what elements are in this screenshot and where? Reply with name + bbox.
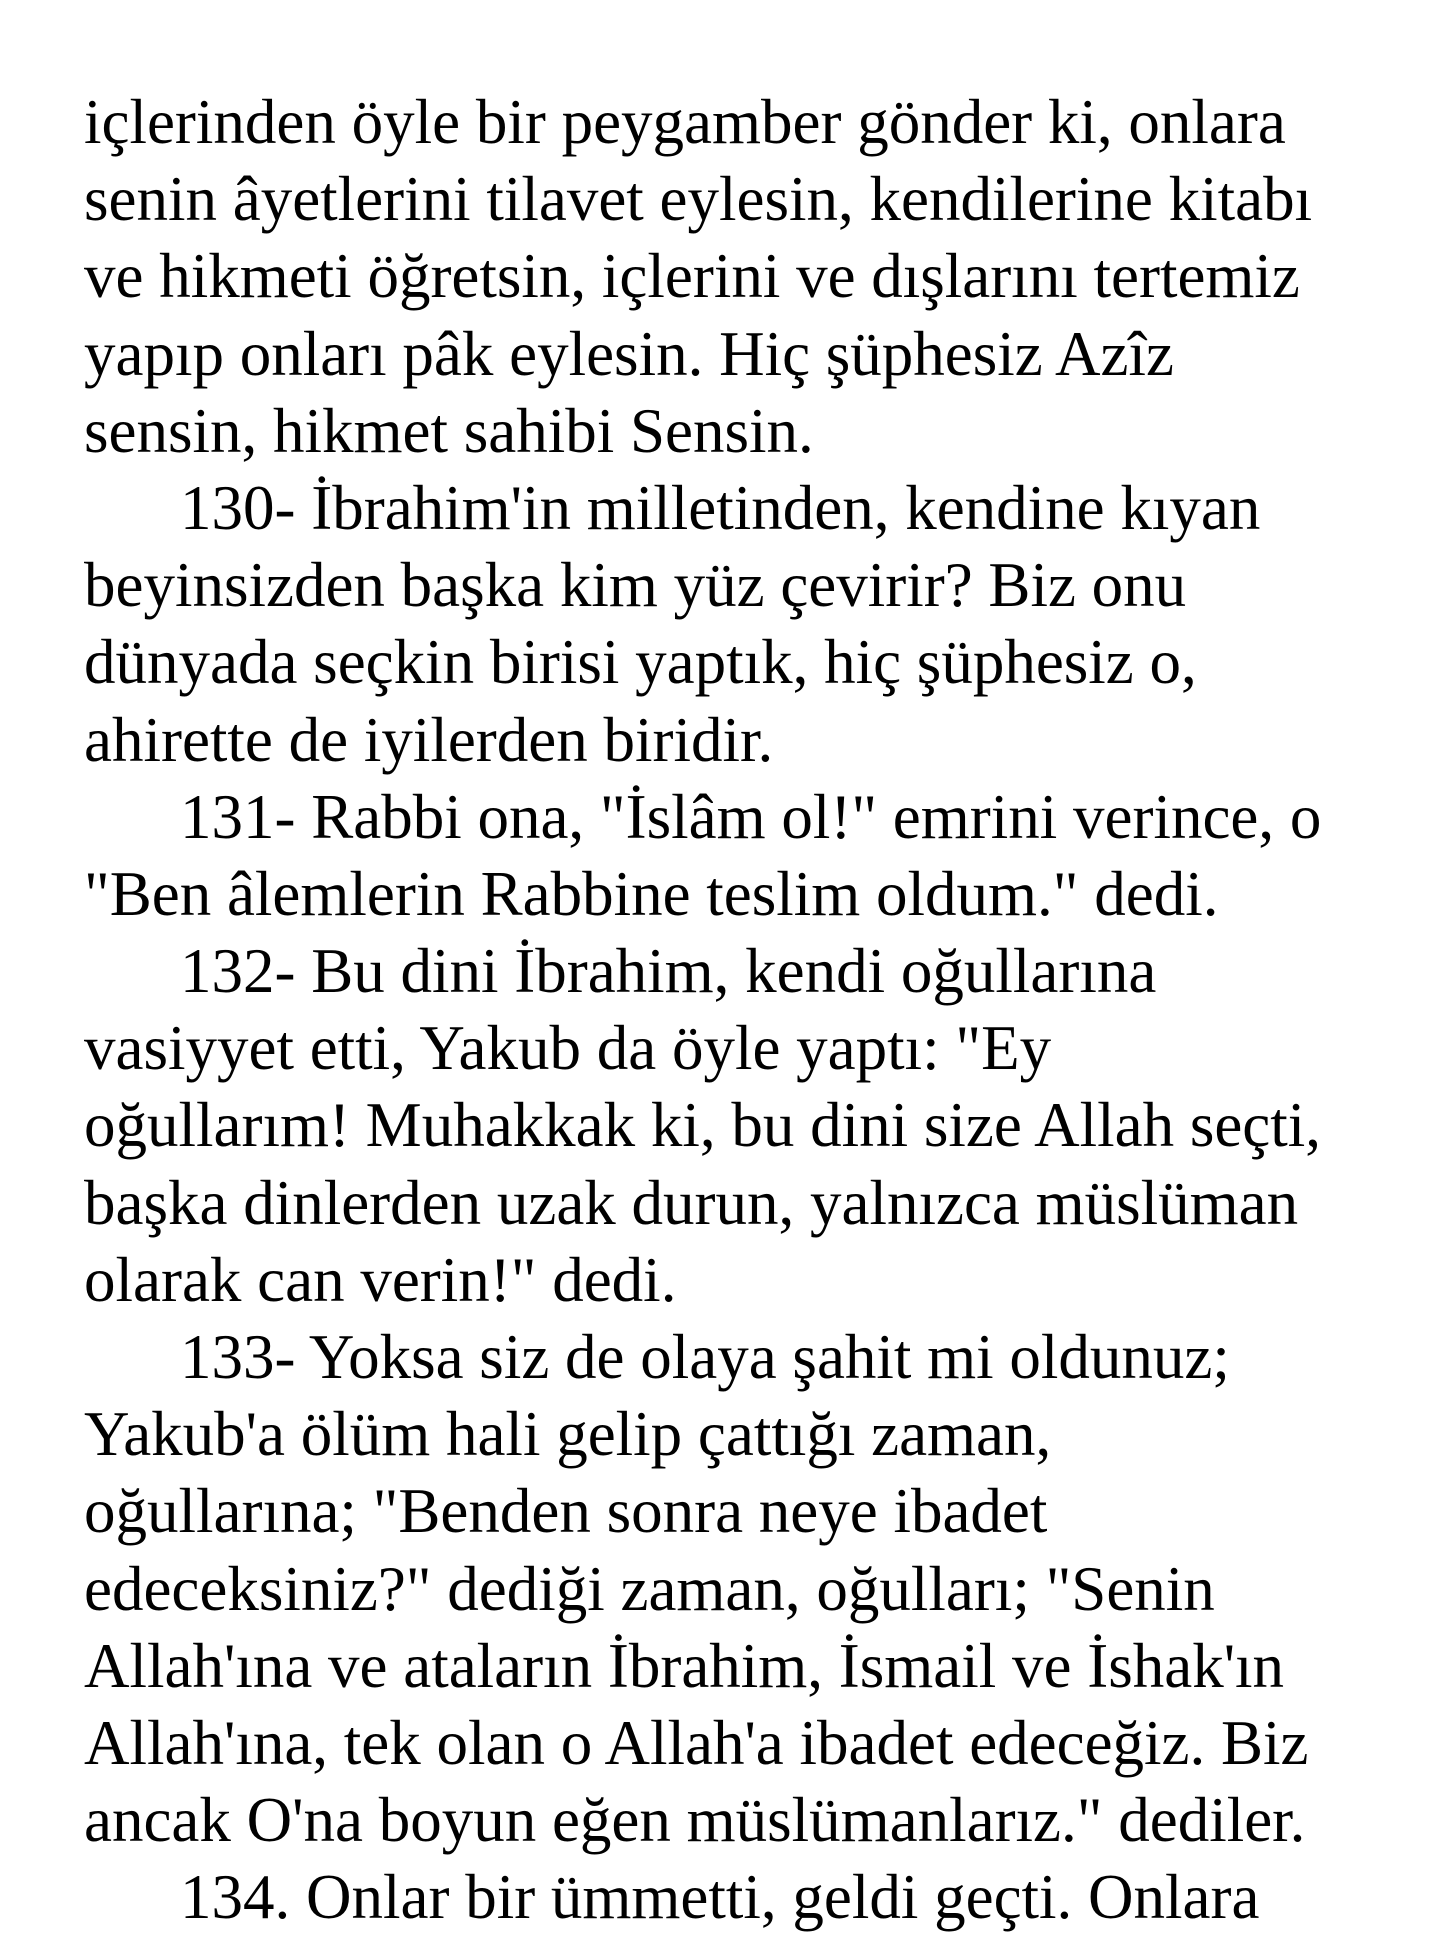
- text-line: ancak O'na boyun eğen müslümanlarız." dediler.: [84, 1785, 1306, 1856]
- verse-134-start: 134. Onlar bir ümmetti, geldi geçti. Onlara: [180, 1862, 1260, 1933]
- text-line: "Ben âlemlerin Rabbine teslim oldum." dedi.: [84, 858, 1219, 929]
- text-line: beyinsizden başka kim yüz çevirir? Biz onu: [84, 550, 1187, 621]
- text-line: olarak can verin!" dedi.: [84, 1244, 677, 1315]
- verse-130-start: 130- İbrahim'in milletinden, kendine kıyan: [180, 472, 1261, 543]
- text-line: edeceksiniz?" dediği zaman, oğulları; "Senin: [84, 1553, 1215, 1624]
- text-line: yapıp onları pâk eylesin. Hiç şüphesiz Azîz: [84, 318, 1174, 389]
- text-line: oğullarım! Muhakkak ki, bu dini size Allah seçti,: [84, 1090, 1322, 1161]
- text-line: Yakub'a ölüm hali gelip çattığı zaman,: [84, 1399, 1052, 1470]
- text-line: ahirette de iyilerden biridir.: [84, 704, 774, 775]
- document-page: [84, 84, 1384, 1937]
- text-line: ve hikmeti öğretsin, içlerini ve dışlarını tertemiz: [84, 241, 1300, 312]
- verse-132-start: 132- Bu dini İbrahim, kendi oğullarına: [180, 936, 1157, 1007]
- text-line: içlerinden öyle bir peygamber gönder ki, onlara: [84, 87, 1286, 157]
- text-line: Allah'ına ve ataların İbrahim, İsmail ve İshak'ın: [84, 1630, 1285, 1701]
- text-line: sensin, hikmet sahibi Sensin.: [84, 395, 814, 466]
- text-line: vasiyyet etti, Yakub da öyle yaptı: "Ey: [84, 1013, 1052, 1084]
- verse-131-start: 131- Rabbi ona, "İslâm ol!" emrini verince, o: [180, 781, 1322, 852]
- text-line: senin âyetlerini tilavet eylesin, kendilerine kitabı: [84, 164, 1313, 235]
- verse-133-start: 133- Yoksa siz de olaya şahit mi oldunuz;: [180, 1322, 1230, 1392]
- text-line: Allah'ına, tek olan o Allah'a ibadet edeceğiz. Biz: [84, 1707, 1309, 1778]
- text-line: dünyada seçkin birisi yaptık, hiç şüphesiz o,: [84, 627, 1197, 698]
- text-line: oğullarına; "Benden sonra neye ibadet: [84, 1476, 1048, 1547]
- text-line: başka dinlerden uzak durun, yalnızca müslüman: [84, 1167, 1299, 1238]
